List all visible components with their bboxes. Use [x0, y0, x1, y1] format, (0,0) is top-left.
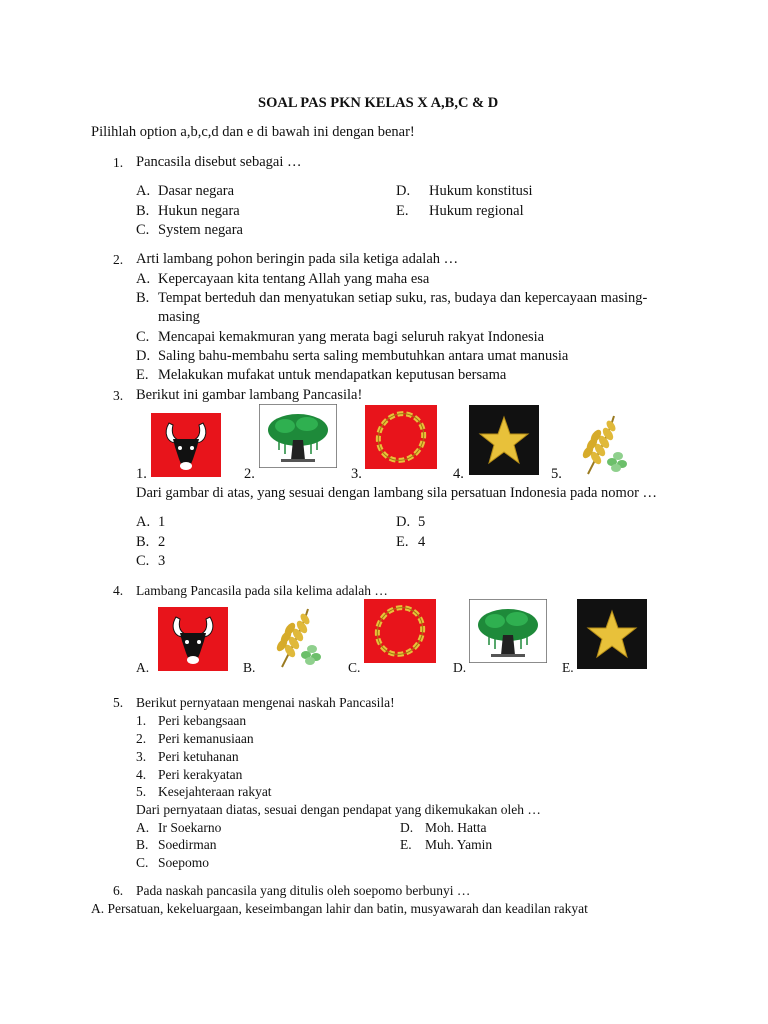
q4-image-label-a: A. [136, 660, 150, 675]
q1-number: 1. [113, 155, 124, 170]
bull-icon [158, 607, 228, 671]
q5-question: Dari pernyataan diatas, sesuai dengan pendapat yang dikemukakan oleh … [136, 802, 541, 817]
q3-text: Berikut ini gambar lambang Pancasila! [136, 387, 363, 403]
q3-image-label-3: 3. [351, 466, 362, 482]
q4-image-label-b: B. [243, 660, 256, 675]
star-icon [469, 405, 539, 475]
q3-image-label-4: 4. [453, 466, 464, 482]
banyan-tree-icon [469, 599, 547, 663]
q4-image-label-d: D. [453, 660, 467, 675]
q4-text: Lambang Pancasila pada sila kelima adalah … [136, 583, 388, 598]
q4-image-label-e: E. [562, 660, 574, 675]
rice-cotton-icon [268, 603, 324, 669]
q5-option-b-letter: B. [136, 837, 149, 852]
q2-option-c: Mencapai kemakmuran yang merata bagi seluruh rakyat Indonesia [158, 329, 545, 345]
q4-image-label-c: C. [348, 660, 361, 675]
q3-image-label-2: 2. [244, 466, 255, 482]
q3-option-c: 3 [158, 553, 166, 569]
q3-option-a-letter: A. [136, 514, 151, 530]
q2-option-d: Saling bahu-membahu serta saling membutuhkan antara umat manusia [158, 348, 569, 364]
q5-item-1: Peri kebangsaan [158, 713, 247, 728]
q5-item-4: Peri kerakyatan [158, 767, 243, 782]
q1-option-e: Hukum regional [429, 203, 524, 219]
q4-number: 4. [113, 583, 124, 598]
q2-option-b-continuation: masing [158, 309, 200, 325]
q2-option-b-letter: B. [136, 290, 150, 306]
q3-option-e: 4 [418, 534, 426, 550]
q5-text: Berikut pernyataan mengenai naskah Pancasila! [136, 695, 395, 710]
q5-option-d-letter: D. [400, 820, 414, 835]
q5-option-d: Moh. Hatta [425, 820, 487, 835]
q1-option-c-letter: C. [136, 222, 150, 238]
q5-item-2-number: 2. [136, 731, 147, 746]
q5-option-c: Soepomo [158, 855, 210, 870]
q3-option-a: 1 [158, 514, 166, 530]
page-title: SOAL PAS PKN KELAS X A,B,C & D [258, 95, 499, 111]
q5-option-c-letter: C. [136, 855, 149, 870]
q6-text: Pada naskah pancasila yang ditulis oleh soepomo berbunyi … [136, 883, 471, 898]
q3-question: Dari gambar di atas, yang sesuai dengan lambang sila persatuan Indonesia pada nomor … [136, 485, 658, 501]
q2-option-e: Melakukan mufakat untuk mendapatkan keputusan bersama [158, 367, 507, 383]
q1-option-a-letter: A. [136, 183, 151, 199]
q5-item-3: Peri ketuhanan [158, 749, 239, 764]
q1-option-b-letter: B. [136, 203, 150, 219]
q6-number: 6. [113, 883, 124, 898]
q5-item-3-number: 3. [136, 749, 147, 764]
q2-number: 2. [113, 252, 124, 267]
q1-option-d-letter: D. [396, 183, 411, 199]
q5-option-a: Ir Soekarno [158, 820, 222, 835]
q3-option-c-letter: C. [136, 553, 150, 569]
q1-option-d: Hukum konstitusi [429, 183, 533, 199]
q5-option-e-letter: E. [400, 837, 412, 852]
q3-option-d: 5 [418, 514, 426, 530]
rice-cotton-icon [574, 410, 630, 476]
q2-option-e-letter: E. [136, 367, 149, 383]
q5-item-4-number: 4. [136, 767, 147, 782]
banyan-tree-icon [259, 404, 337, 468]
q2-option-c-letter: C. [136, 329, 150, 345]
q2-option-b: Tempat berteduh dan menyatukan setiap suku, ras, budaya dan kepercayaan masing- [158, 290, 648, 306]
q1-text: Pancasila disebut sebagai … [136, 154, 302, 170]
q3-number: 3. [113, 388, 124, 403]
q1-option-a: Dasar negara [158, 183, 235, 199]
q3-option-b: 2 [158, 534, 166, 550]
q2-option-a-letter: A. [136, 271, 151, 287]
q2-text: Arti lambang pohon beringin pada sila ketiga adalah … [136, 251, 459, 267]
q5-item-1-number: 1. [136, 713, 147, 728]
q3-option-e-letter: E. [396, 534, 409, 550]
q5-option-b: Soedirman [158, 837, 217, 852]
q5-option-e: Muh. Yamin [425, 837, 493, 852]
star-icon [577, 599, 647, 669]
q1-option-c: System negara [158, 222, 243, 238]
q1-option-e-letter: E. [396, 203, 409, 219]
q5-item-2: Peri kemanusiaan [158, 731, 254, 746]
q2-option-a: Kepercayaan kita tentang Allah yang maha esa [158, 271, 430, 287]
instruction-text: Pilihlah option a,b,c,d dan e di bawah ini dengan benar! [91, 124, 415, 140]
q6-option-a: A. Persatuan, kekeluargaan, keseimbangan lahir dan batin, musyawarah dan keadilan rakyat [91, 901, 588, 916]
q3-option-d-letter: D. [396, 514, 411, 530]
q5-number: 5. [113, 695, 124, 710]
chain-icon [365, 405, 437, 469]
q3-image-label-1: 1. [136, 466, 147, 482]
q3-image-label-5: 5. [551, 466, 562, 482]
q5-option-a-letter: A. [136, 820, 150, 835]
bull-icon [151, 413, 221, 477]
q5-item-5-number: 5. [136, 784, 147, 799]
chain-icon [364, 599, 436, 663]
q3-option-b-letter: B. [136, 534, 150, 550]
q1-option-b: Hukun negara [158, 203, 240, 219]
q2-option-d-letter: D. [136, 348, 151, 364]
q5-item-5: Kesejahteraan rakyat [158, 784, 272, 799]
